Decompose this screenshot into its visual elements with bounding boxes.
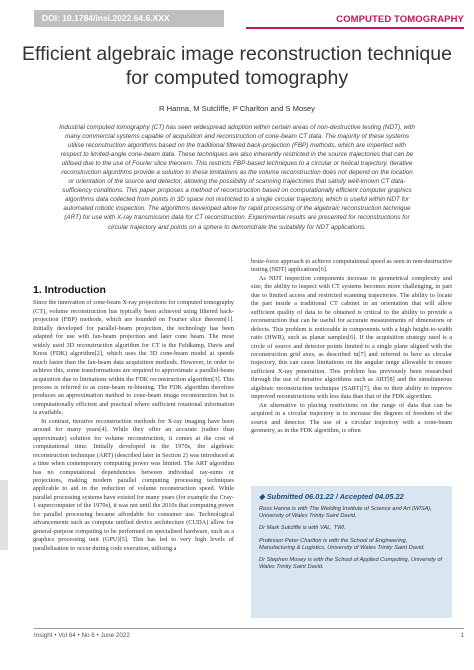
submission-dates-text: Submitted 06.01.22 / Accepted 04.05.22 — [266, 492, 404, 501]
intro-paragraph-2: In contrast, iterative reconstruction methods for X-ray imaging have been around for many years[4]. While they offer an accurate (rather than approximate) solution for volume reconstruction, it comes at the cost of computational time. Initially developed in the 1970s, the algebraic reconstruction technique (ART) (described later in Section 2) was introduced at a time when contemporary computing power was limited. The ART algorithm has no computational dependencies between individual ray-sums or projections, making modern parallel computing processing techniques applicable to aid in the reduction of volume reconstruction speed. While parallel processing systems have existed for many years (for example the Cray-1 supercomputer of the 1970s), it was not until the 2010s that computing power for parallel processing became affordable for consumer use. Technological advancements such as compute unified device architecture (CUDA) allow for general-purpose computing to be performed on specialised hardware, such as a graphics processing unit (GPU)[5]. This has led to very high levels of parallelisation to occur during code execution, utilising a — [33, 417, 234, 552]
page-edge-marker — [0, 480, 8, 550]
intro-paragraph-4: As NDT inspection components increase in geometrical complexity and size, the ability to inspect with CT systems becomes more challenging, in part due to limited access and restricted scanning trajectories. The ability to locate the part inside a traditional CT cabinet in an orientation that will allow sufficient quality of data to be obtained is critical to the ability to provide a reconstruction that can be useful for accurate measurements of dimensions or defects. This problem is noticeable in components with a high height-to-width ratio (HWR), such as planar samples[6]. If the acquisition strategy used is a circle of source and detector points limited to a single plane aligned with the reconstruction grid axes, as described in[7] and referred to here as circular trajectory, this can cause limitations on the angular range allowable to ensure sufficient X-ray penetration. This problem has previously been researched through the use of iterative algorithms such as ART[8] and the simultaneous algebraic reconstruction technique (SART)[7], due to their ability to improve improved reconstructions with less data than that of the FDK algorithm. — [251, 274, 452, 401]
doi-bar: DOI: 10.1784/insi.2022.64.6.XXX — [34, 10, 224, 27]
left-column — [33, 286, 234, 553]
page-footer — [34, 628, 464, 639]
section-heading-introduction: 1. Introduction — [33, 284, 106, 296]
affiliation-1: Ross Hanna is with The Welding Institute of Science and Art (WISA), University of Wales Trinity Saint David. — [259, 506, 432, 520]
author-list: R Hanna, M Sutcliffe, P Charlton and S Mosey — [159, 104, 315, 113]
intro-paragraph-5: An alternative to placing restrictions on the range of data that can be acquired in a circular trajectory is to increase the degrees of freedom of the source and detector. The use of a circular trajectory with a cone-beam geometry, as in the FDK algorithm, is often — [251, 401, 452, 435]
affiliation-2: Dr Mark Sutcliffe is with VAL, TWI. — [259, 525, 346, 532]
submission-info-box — [251, 486, 452, 618]
intro-paragraph-3: brute-force approach to achieve computational speed as seen in non-destructive testing (NDT) applications[6]. — [251, 258, 452, 274]
intro-paragraph-1: Since the innovation of cone-beam X-ray projections for computed tomography (CT), volume reconstruction has typically been achieved using filtered back-projection (FBP) methods, which are founded on Fourier slice theorem[1]. Initially developed for parallel-beam projection, the technology has been adapted for use with fan-beam projection and later cone beam. The most widely used 3D reconstruction algorithm for CT is the Feldkamp, Davis and Kress (FDK) algorithm[2], which uses the 3D cone-beam model at speeds much faster than the fan-beam data acquisition methods. However, in order to achieve this, some transformations are required to approximate a parallel-beam acquisition due to limitations within the FDK reconstruction algorithm[3]. This process is referred to as cone-beam re-binning. The FDK algorithm therefore produces an approximation method to cone-beam image reconstruction but is computationally efficient and practical where sufficient rotational information is available. — [33, 299, 234, 417]
affiliation-3: Professor Peter Charlton is with the School of Engineering, Manufacturing & Logistics, University of Wales Trinity Saint David. — [259, 537, 425, 551]
section-rule — [246, 27, 464, 29]
section-tag: COMPUTED TOMOGRAPHY — [336, 14, 464, 25]
affiliation-4: Dr Stephen Mosey is with the School of Applied Computing, University of Wales Trinity Saint David. — [259, 557, 443, 571]
journal-info: Insight • Vol 64 • No 6 • June 2022 — [34, 632, 130, 639]
abstract: Industrial computed tomography (CT) has seen widespread adoption within certain areas of non-destructive testing (NDT), with many commercial systems capable of acquisition and reconstruction of cone-beam CT data. The majority of these systems utilise reconstruction algorithms based on the traditional filtered back-projection (FBP) methods, which are imperfect with respect to limited-angle cone-beam data. These techniques are also inherently restricted in the source trajectories that can be utilised due to the use of Fourier slice theorem. This restricts FBP-based techniques to a circular or helical trajectory. Iterative reconstruction algorithms provide a solution to these limitations as the volume reconstruction does not depend on the location or orientation of the source and detector, allowing the possibility of scanning trajectories that satisfy well-known CT data-sufficiency conditions. This paper proposes a method of reconstruction based on computationally efficient computer graphics algorithms data collected from points in 3D space not restricted to a single circular trajectory, which is useful within NDT for automated robotic inspection. The algorithms developed allow for rapid processing of the algebraic reconstruction technique (ART) for use with X-ray transmission data for CT reconstruction. Experimental results are presented for reconstructions for circular trajectory and points on a sphere to demonstrate the suitability for NDT applications. — [59, 124, 415, 231]
page-number: 1 — [460, 632, 464, 639]
right-column — [251, 258, 452, 436]
paper-title: Efficient algebraic image reconstruction technique for computed tomography — [22, 43, 452, 89]
submission-dates: ◆ Submitted 06.01.22 / Accepted 04.05.22 — [259, 492, 404, 501]
